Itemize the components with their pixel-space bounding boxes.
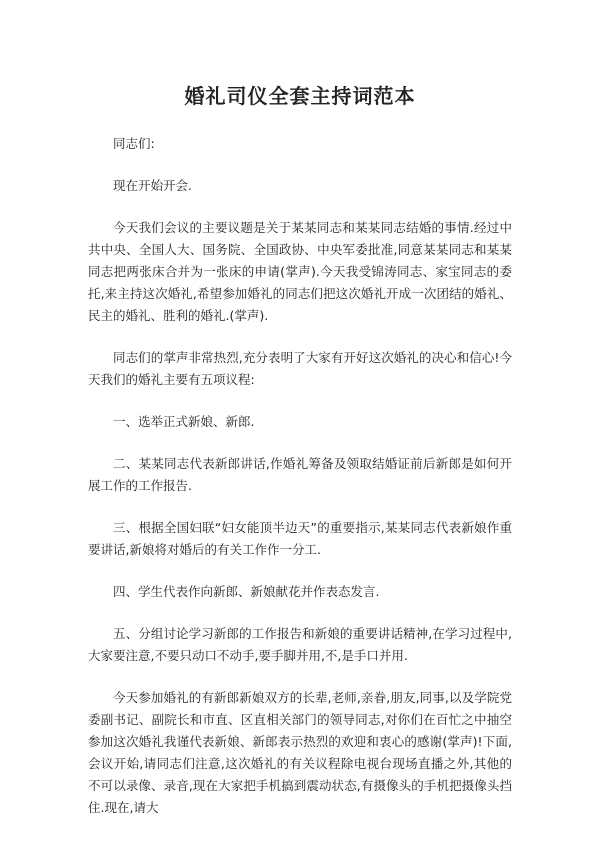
paragraph-guests: 今天参加婚礼的有新郎新娘双方的长辈,老师,亲眷,朋友,同事,以及学院党委副书记、副院长和市直、区直相关部门的领导同志,对你们在百忙之中抽空参加这次婚礼我谨代表新娘、新郎表示热烈的欢迎和衷心的感谢(掌声)!下面,会议开始,请同志们注意,这次婚礼的有关议程除电视台现场直播之外,其他的不可以录像、录音,现在大家把手机搞到震动状态,有摄像头的手机把摄像头挡住.现在,请大 — [88, 690, 512, 815]
greeting: 同志们: — [113, 136, 155, 151]
paragraph-opening: 现在开始开会. — [113, 178, 192, 193]
agenda-item-3: 三、根据全国妇联“妇女能顶半边天”的重要指示,某某同志代表新娘作重要讲话,新娘将对婚后的有关工作作一分工. — [88, 520, 512, 557]
agenda-item-5: 五、分组讨论学习新郎的工作报告和新娘的重要讲话精神,在学习过程中,大家要注意,不要只动口不动手,要手脚并用,不,是手口并用. — [88, 626, 512, 663]
agenda-item-2: 二、某某同志代表新郎讲话,作婚礼筹备及领取结婚证前后新郎是如何开展工作的工作报告. — [88, 456, 512, 493]
agenda-item-4: 四、学生代表作向新郎、新娘献花并作表态发言. — [113, 584, 380, 599]
document-title: 婚礼司仪全套主持词范本 — [184, 84, 416, 108]
paragraph-applause: 同志们的掌声非常热烈,充分表明了大家有开好这次婚礼的决心和信心!今天我们的婚礼主要有五项议程: — [88, 350, 512, 387]
agenda-item-1: 一、选举正式新娘、新郎. — [113, 414, 255, 429]
paragraph-agenda-topic: 今天我们会议的主要议题是关于某某同志和某某同志结婚的事情.经过中共中央、全国人大、国务院、全国政协、中央军委批准,同意某某同志和某某同志把两张床合并为一张床的申请(掌声).今天我受锦涛同志、家宝同志的委托,来主持这次婚礼,希望参加婚礼的同志们把这次婚礼开成一次团结的婚礼、民主的婚礼、胜利的婚礼.(掌声). — [88, 220, 512, 323]
